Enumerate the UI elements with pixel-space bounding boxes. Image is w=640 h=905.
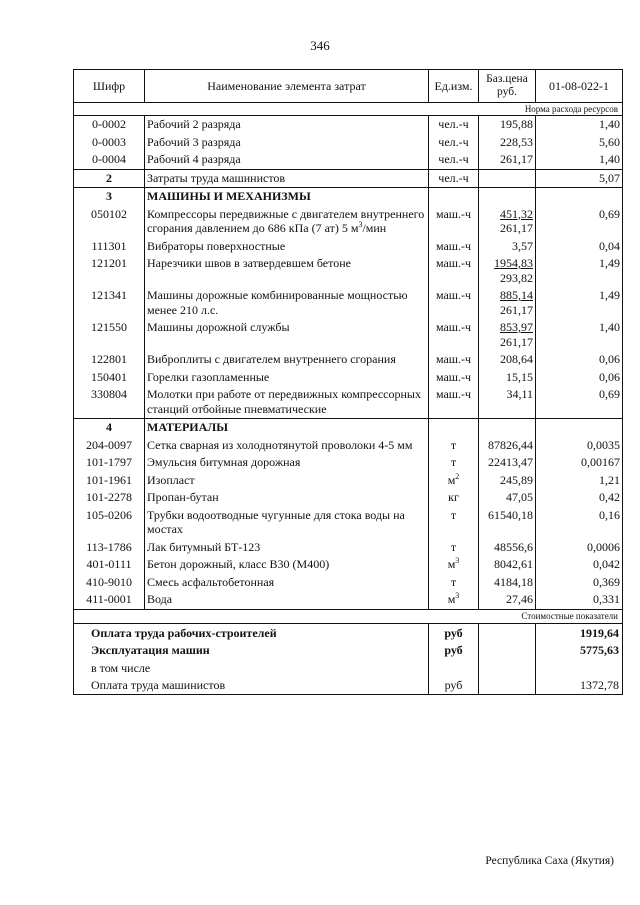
table-row	[74, 351, 623, 369]
row-code: 111301	[74, 238, 145, 256]
group-title: МАТЕРИАЛЫ	[145, 419, 429, 437]
row-price: 61540,18	[479, 507, 536, 539]
table-header-row	[74, 70, 623, 103]
row-price: 87826,44	[479, 437, 536, 455]
norm-subheader-row	[74, 103, 623, 116]
row-unit-text: м	[447, 557, 456, 571]
row-code: 411-0001	[74, 591, 145, 609]
row-norm: 0,0035	[536, 437, 623, 455]
table-row	[74, 238, 623, 256]
header-price-line1: Баз.цена	[486, 73, 528, 85]
row-name-text: Компрессоры передвижные с двигателем внутреннего сгорания давлением до 686 кПа (7 ат) 5 м	[147, 206, 425, 235]
cost-empty	[479, 676, 536, 694]
row-unit: маш.-ч	[429, 206, 479, 238]
row-norm: 0,331	[536, 591, 623, 609]
row-price: 27,46	[479, 591, 536, 609]
table-row	[74, 507, 623, 539]
cost-row	[74, 676, 623, 694]
row-code: 401-0111	[74, 556, 145, 574]
page-number: 346	[310, 38, 330, 53]
row-name: Рабочий 3 разряда	[145, 134, 429, 152]
table-row	[74, 472, 623, 490]
table-row	[74, 386, 623, 419]
row-name: Вода	[145, 591, 429, 609]
header-unit: Ед.изм.	[429, 70, 479, 103]
row-unit-text: т	[450, 574, 457, 589]
row-unit	[429, 556, 479, 574]
row-code: 101-2278	[74, 489, 145, 507]
header-price	[479, 70, 536, 103]
table-row	[74, 369, 623, 387]
row-name: Смесь асфальтобетонная	[145, 574, 429, 592]
table-row	[74, 437, 623, 455]
row-price-sub: 261,17	[500, 334, 533, 349]
row-price	[479, 255, 536, 287]
row-name: Рабочий 2 разряда	[145, 116, 429, 134]
row-norm: 0,06	[536, 369, 623, 387]
row-unit	[429, 539, 479, 557]
cost-label: Оплата труда машинистов	[74, 676, 429, 694]
row-name: Машины дорожные комбинированные мощностью менее 210 л.с.	[145, 287, 429, 319]
row-code: 0-0003	[74, 134, 145, 152]
row-price: 8042,61	[479, 556, 536, 574]
operator-labour-row	[74, 169, 623, 188]
cost-label: Оплата труда рабочих-строителей	[74, 623, 429, 641]
norm-subheader: Норма расхода ресурсов	[74, 103, 623, 116]
table-row	[74, 556, 623, 574]
row-price-main: 853,97	[500, 320, 533, 334]
row-code: 150401	[74, 369, 145, 387]
cost-value: 1919,64	[536, 623, 623, 641]
row-price-sub: 261,17	[500, 302, 533, 317]
row-norm: 0,16	[536, 507, 623, 539]
row-unit: маш.-ч	[429, 351, 479, 369]
row-price-sub: 293,82	[500, 270, 533, 285]
row-price-main: 885,14	[500, 288, 533, 302]
table-row	[74, 151, 623, 169]
row-price: 47,05	[479, 489, 536, 507]
row-price	[479, 287, 536, 319]
resource-norms-table	[73, 69, 623, 695]
cost-subheader: Стоимостные показатели	[74, 609, 623, 623]
row-price-main: 451,32	[500, 206, 533, 221]
row-norm: 0,04	[536, 238, 623, 256]
row-norm: 1,49	[536, 255, 623, 287]
cost-value: 1372,78	[536, 676, 623, 694]
row-code: 121201	[74, 255, 145, 287]
table-row	[74, 134, 623, 152]
row-norm: 1,21	[536, 472, 623, 490]
row-price-main: 1954,83	[494, 256, 533, 270]
row-code: 204-0097	[74, 437, 145, 455]
cost-unit: руб	[429, 676, 479, 694]
row-price	[479, 206, 536, 238]
cost-value	[536, 659, 623, 677]
row-unit	[429, 507, 479, 539]
row-code: 121341	[74, 287, 145, 319]
row-norm: 0,06	[536, 351, 623, 369]
table-row	[74, 206, 623, 238]
row-price: 195,88	[479, 116, 536, 134]
row-name: Пропан-бутан	[145, 489, 429, 507]
row-name: Эмульсия битумная дорожная	[145, 454, 429, 472]
row-norm: 1,40	[536, 151, 623, 169]
row-name-tail: /мин	[362, 221, 387, 235]
row-code: 0-0004	[74, 151, 145, 169]
row-name: Трубки водоотводные чугунные для стока воды на мостах	[145, 507, 429, 539]
row-unit: чел.-ч	[429, 151, 479, 169]
row-unit: чел.-ч	[429, 116, 479, 134]
table-row	[74, 539, 623, 557]
row-price: 4184,18	[479, 574, 536, 592]
row-unit	[429, 489, 479, 507]
row-unit-sup: 2	[455, 471, 460, 481]
row-unit-text: т	[450, 539, 457, 554]
row-unit: маш.-ч	[429, 369, 479, 387]
row-code: 330804	[74, 386, 145, 419]
row-unit-text: м	[447, 472, 456, 487]
row-unit-text: м	[447, 592, 456, 606]
row-unit: маш.-ч	[429, 238, 479, 256]
row-unit: чел.-ч	[429, 134, 479, 152]
row-name: Лак битумный БТ-123	[145, 539, 429, 557]
row-unit	[429, 472, 479, 490]
row-name: Затраты труда машинистов	[145, 169, 429, 188]
cost-unit: руб	[429, 641, 479, 659]
row-norm: 1,40	[536, 319, 623, 351]
row-name	[145, 206, 429, 238]
row-price: 228,53	[479, 134, 536, 152]
header-price-line2: руб.	[497, 86, 517, 98]
row-norm: 0,69	[536, 206, 623, 238]
row-unit: маш.-ч	[429, 287, 479, 319]
row-code: 122801	[74, 351, 145, 369]
row-code: 050102	[74, 206, 145, 238]
row-unit-text: т	[450, 455, 457, 469]
header-name: Наименование элемента затрат	[145, 70, 429, 103]
row-norm: 5,07	[536, 169, 623, 188]
row-unit-sup: 3	[455, 556, 460, 565]
row-price: 261,17	[479, 151, 536, 169]
row-price-sub: 261,17	[500, 221, 533, 235]
table-row	[74, 489, 623, 507]
row-price	[479, 169, 536, 188]
row-norm: 0,69	[536, 386, 623, 419]
row-price: 34,11	[479, 386, 536, 419]
row-unit	[429, 591, 479, 609]
row-unit	[429, 574, 479, 592]
row-price: 15,15	[479, 369, 536, 387]
row-code: 101-1797	[74, 454, 145, 472]
row-norm: 0,369	[536, 574, 623, 592]
row-price: 245,89	[479, 472, 536, 490]
row-unit-text: т	[450, 507, 457, 522]
group-header-materials	[74, 419, 623, 437]
group-header-machines	[74, 188, 623, 206]
row-name: Сетка сварная из холоднотянутой проволоки 4-5 мм	[145, 437, 429, 455]
row-code: 121550	[74, 319, 145, 351]
row-code: 0-0002	[74, 116, 145, 134]
row-unit	[429, 454, 479, 472]
table-row	[74, 287, 623, 319]
row-name: Машины дорожной службы	[145, 319, 429, 351]
row-code: 105-0206	[74, 507, 145, 539]
row-name: Молотки при работе от передвижных компрессорных станций отбойные пневматические	[145, 386, 429, 419]
row-code: 410-9010	[74, 574, 145, 592]
table-row	[74, 116, 623, 134]
row-unit-text: кг	[448, 490, 459, 504]
group-title: МАШИНЫ И МЕХАНИЗМЫ	[145, 188, 429, 206]
cost-row	[74, 641, 623, 659]
row-name: Горелки газопламенные	[145, 369, 429, 387]
row-price: 208,64	[479, 351, 536, 369]
row-unit: маш.-ч	[429, 386, 479, 419]
row-norm: 0,42	[536, 489, 623, 507]
table-row	[74, 255, 623, 287]
row-name: Бетон дорожный, класс В30 (М400)	[145, 556, 429, 574]
row-code: 113-1786	[74, 539, 145, 557]
row-unit-sup: 3	[455, 591, 460, 600]
row-code: 2	[74, 169, 145, 188]
row-norm: 0,042	[536, 556, 623, 574]
row-unit: чел.-ч	[429, 169, 479, 188]
row-name: Изопласт	[145, 472, 429, 490]
row-unit	[429, 437, 479, 455]
cost-label: Эксплуатация машин	[74, 641, 429, 659]
row-price	[479, 319, 536, 351]
row-price: 48556,6	[479, 539, 536, 557]
header-norm-code: 01-08-022-1	[536, 70, 623, 103]
cost-empty	[479, 641, 536, 659]
row-unit-text: т	[450, 437, 457, 452]
row-name-sup: 3	[358, 220, 363, 229]
row-norm: 0,0006	[536, 539, 623, 557]
row-price: 3,57	[479, 238, 536, 256]
cost-empty	[479, 623, 536, 641]
cost-label: в том числе	[74, 659, 429, 677]
row-code: 101-1961	[74, 472, 145, 490]
row-name: Нарезчики швов в затвердевшем бетоне	[145, 255, 429, 287]
group-code: 3	[74, 188, 145, 206]
row-norm: 5,60	[536, 134, 623, 152]
row-name: Вибраторы поверхностные	[145, 238, 429, 256]
table-row	[74, 574, 623, 592]
cost-subheader-row	[74, 609, 623, 623]
cost-unit	[429, 659, 479, 677]
row-unit: маш.-ч	[429, 255, 479, 287]
row-norm: 1,49	[536, 287, 623, 319]
cost-unit: руб	[429, 623, 479, 641]
row-norm: 1,40	[536, 116, 623, 134]
table-row	[74, 454, 623, 472]
footer-region: Республика Саха (Якутия)	[485, 855, 614, 867]
cost-row	[74, 659, 623, 677]
header-code: Шифр	[74, 70, 145, 103]
row-norm: 0,00167	[536, 454, 623, 472]
row-name: Виброплиты с двигателем внутреннего сгорания	[145, 351, 429, 369]
row-price: 22413,47	[479, 454, 536, 472]
cost-row	[74, 623, 623, 641]
cost-empty	[479, 659, 536, 677]
table-row	[74, 319, 623, 351]
row-unit: маш.-ч	[429, 319, 479, 351]
group-code: 4	[74, 419, 145, 437]
cost-value: 5775,63	[536, 641, 623, 659]
table-row	[74, 591, 623, 609]
row-name: Рабочий 4 разряда	[145, 151, 429, 169]
